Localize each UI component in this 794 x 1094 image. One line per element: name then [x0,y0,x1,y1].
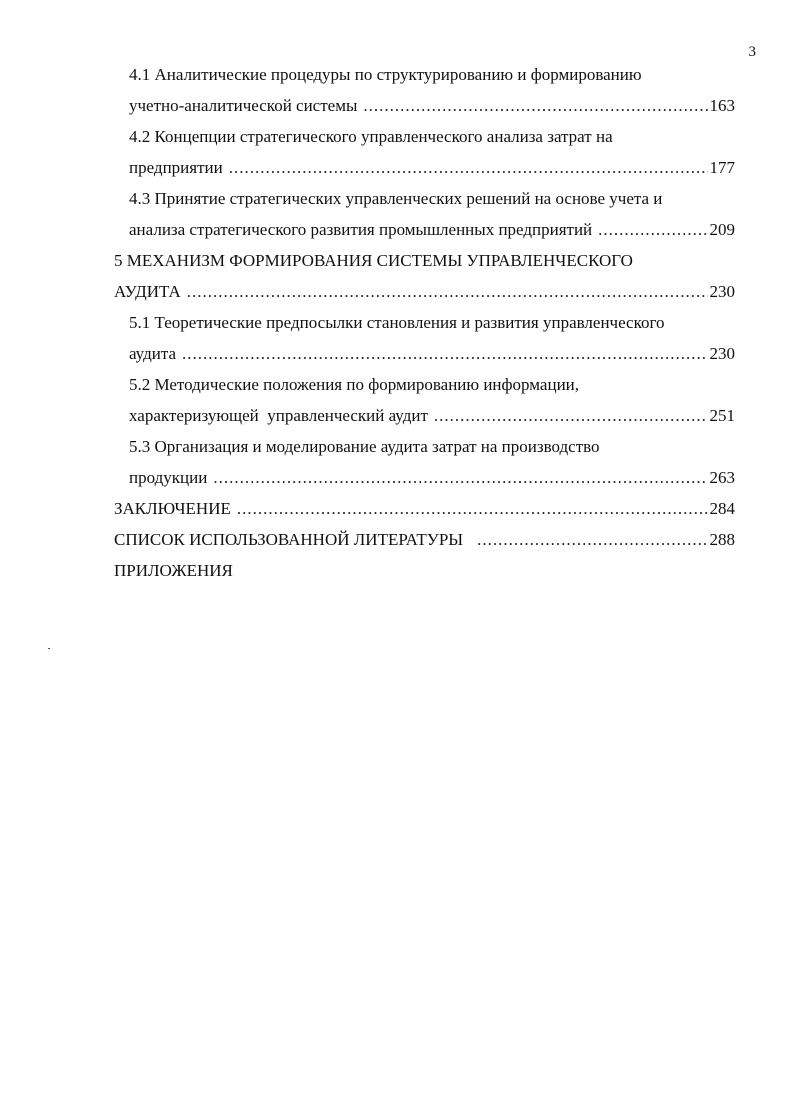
toc-entry-title: ЗАКЛЮЧЕНИЕ [114,499,231,518]
toc-line [114,525,735,555]
toc-entry-page: 230 [709,282,735,301]
toc-entry-title: 5.3 Организация и моделирование аудита затрат на производство [129,437,600,456]
dot-leader [187,277,708,307]
scan-speck [48,648,50,649]
toc-entry-title: аудита [129,344,177,363]
toc-entry-title: продукции [129,468,208,487]
toc-entry-title: 4.1 Аналитические процедуры по структурированию и формированию [129,65,642,84]
dot-leader [598,215,707,245]
toc-line [114,246,735,276]
dot-leader [213,463,707,493]
toc-line [129,153,735,183]
toc-entry-page: 288 [709,530,735,549]
toc-entry-page: 209 [709,220,735,239]
dot-leader [182,339,707,369]
toc-entry-page: 251 [709,406,735,425]
toc-line [129,215,735,245]
toc-entry-title: учетно-аналитической системы [129,96,358,115]
page-number: 3 [748,44,756,60]
toc-entry-page: 163 [709,96,735,115]
dot-leader [237,494,708,524]
toc-entry-title: 4.3 Принятие стратегических управленческих решений на основе учета и [129,189,663,208]
toc-entry-title: анализа стратегического развития промышленных предприятий [129,220,593,239]
toc-line [129,463,735,493]
toc-entry-page: 177 [709,158,735,177]
toc-entry-title: предприятии [129,158,223,177]
toc-line [129,122,735,152]
dot-leader [434,401,708,431]
toc-line [129,308,735,338]
toc-line [129,339,735,369]
toc-line [129,184,735,214]
dot-leader [477,525,707,555]
dot-leader [363,91,707,121]
toc-entry-title: СПИСОК ИСПОЛЬЗОВАННОЙ ЛИТЕРАТУРЫ [114,530,464,549]
toc-entry-title: АУДИТА [114,282,181,301]
toc-line [129,60,735,90]
toc-entry-page: 284 [709,499,735,518]
dot-leader [229,153,708,183]
toc-entry-title: характеризующей управленческий аудит [129,406,428,425]
toc-line [114,556,735,586]
toc-entry-title: 5.1 Теоретические предпосылки становления и развития управленческого [129,313,665,332]
toc-entry-title: 5.2 Методические положения по формированию информации, [129,375,580,394]
toc-entry-page: 263 [709,468,735,487]
toc-entry-title: 4.2 Концепции стратегического управленческого анализа затрат на [129,127,613,146]
toc-line [129,91,735,121]
toc-line [114,494,735,524]
toc-entry-title: 5 МЕХАНИЗМ ФОРМИРОВАНИЯ СИСТЕМЫ УПРАВЛЕНЧЕСКОГО [114,251,633,270]
toc-line [129,432,735,462]
toc-entry-page: 230 [709,344,735,363]
toc-entry-title: ПРИЛОЖЕНИЯ [114,561,233,580]
toc-line [129,401,735,431]
toc-line [129,370,735,400]
toc-line [114,277,735,307]
